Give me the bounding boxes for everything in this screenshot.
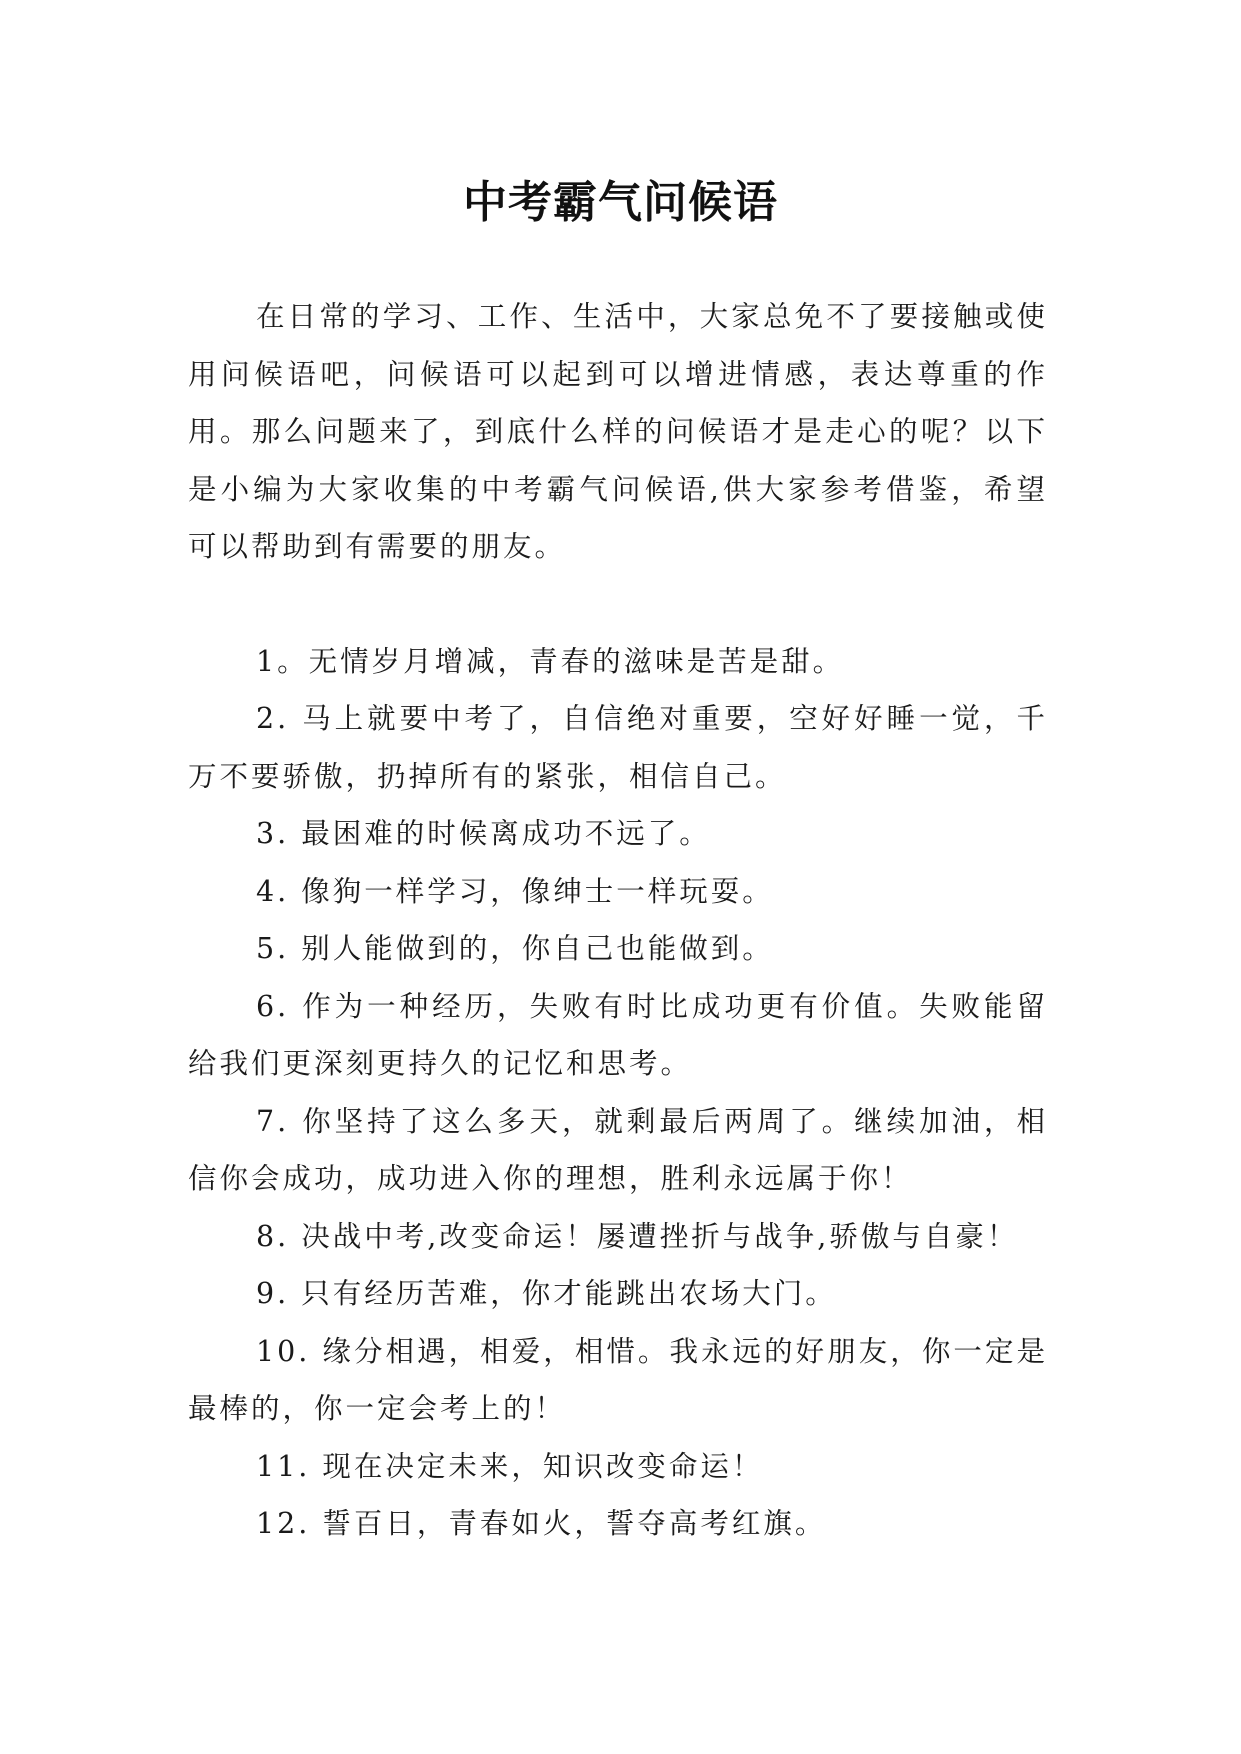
- document-body: [188, 288, 1048, 1553]
- list-item: 6. 作为一种经历，失败有时比成功更有价值。失败能留给我们更深刻更持久的记忆和思考。: [188, 989, 1048, 1080]
- document-title: 中考霸气问候语: [463, 177, 778, 229]
- list-item: 5. 别人能做到的，你自己也能做到。: [256, 932, 774, 965]
- list-item: 10. 缘分相遇，相爱，相惜。我永远的好朋友，你一定是最棒的，你一定会考上的！: [188, 1334, 1048, 1425]
- list-item: 2. 马上就要中考了，自信绝对重要，空好好睡一觉，千万不要骄傲，扔掉所有的紧张，相信自己。: [188, 702, 1048, 793]
- list-item: 3. 最困难的时候离成功不远了。: [256, 817, 711, 850]
- list-item: 12. 誓百日，青春如火，誓夺高考红旗。: [256, 1507, 827, 1540]
- list-item: 1。无情岁月增减，青春的滋味是苦是甜。: [256, 644, 845, 678]
- list-item: 4. 像狗一样学习，像绅士一样玩耍。: [256, 874, 774, 908]
- list-item: 8. 决战中考,改变命运！屡遭挫折与战争,骄傲与自豪！: [256, 1219, 1019, 1253]
- list-item: 9. 只有经历苦难，你才能跳出农场大门。: [256, 1277, 837, 1310]
- list-item: 11. 现在决定未来，知识改变命运！: [256, 1449, 764, 1483]
- intro-paragraph: 在日常的学习、工作、生活中，大家总免不了要接触或使用问候语吧，问候语可以起到可以增进情感，表达尊重的作用。那么问题来了，到底什么样的问候语才是走心的呢？以下是小编为大家收集的中考霸气问候语,供大家参考借鉴，希望可以帮助到有需要的朋友。: [188, 300, 1048, 563]
- list-item: 7. 你坚持了这么多天，就剩最后两周了。继续加油，相信你会成功，成功进入你的理想，胜利永远属于你！: [188, 1104, 1048, 1195]
